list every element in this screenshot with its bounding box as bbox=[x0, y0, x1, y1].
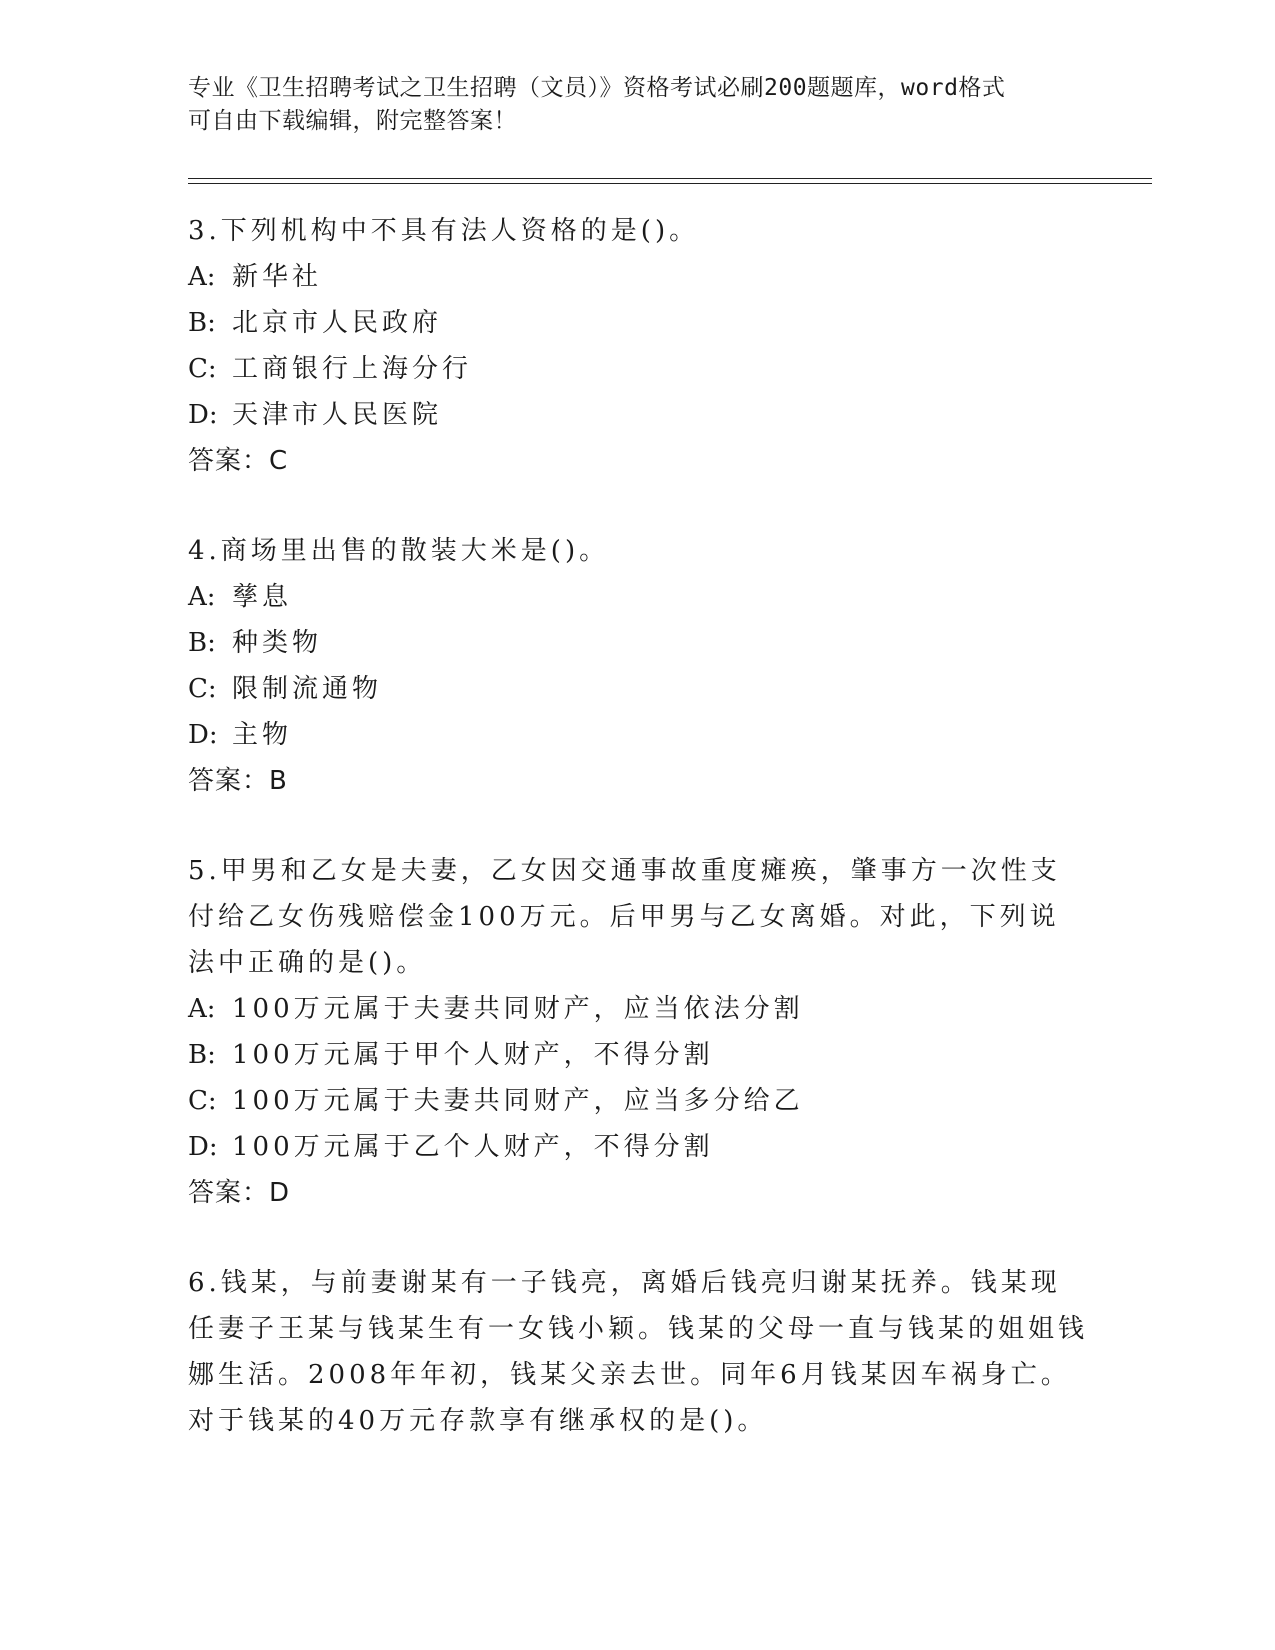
option-b bbox=[188, 620, 1088, 666]
option-text: 限制流通物 bbox=[232, 674, 383, 704]
option-a bbox=[188, 986, 1088, 1032]
option-letter: D: bbox=[188, 400, 218, 430]
option-c bbox=[188, 346, 1088, 392]
header-line-2: 可自由下载编辑，附完整答案！ bbox=[188, 108, 517, 134]
answer-line: 答案：C bbox=[188, 446, 289, 476]
question-3 bbox=[188, 208, 1088, 484]
option-text: 种类物 bbox=[232, 628, 323, 658]
option-a bbox=[188, 254, 1088, 300]
question-text: 5.甲男和乙女是夫妻，乙女因交通事故重度瘫痪，肇事方一次性支付给乙女伤残赔偿金100万元。后甲男与乙女离婚。对此，下列说法中正确的是()。 bbox=[188, 856, 1061, 978]
option-text: 主物 bbox=[232, 720, 293, 750]
option-c bbox=[188, 666, 1088, 712]
option-text: 天津市人民医院 bbox=[232, 400, 443, 430]
option-d bbox=[188, 392, 1088, 438]
option-text: 100万元属于夫妻共同财产，应当多分给乙 bbox=[232, 1086, 804, 1116]
option-letter: B: bbox=[188, 628, 216, 658]
document-header bbox=[188, 72, 1078, 138]
answer-line: 答案：D bbox=[188, 1178, 291, 1208]
option-b bbox=[188, 1032, 1088, 1078]
question-6 bbox=[188, 1260, 1088, 1444]
question-text: 3.下列机构中不具有法人资格的是()。 bbox=[188, 216, 700, 246]
option-d bbox=[188, 1124, 1088, 1170]
option-letter: B: bbox=[188, 1040, 216, 1070]
question-4 bbox=[188, 528, 1088, 804]
option-letter: C: bbox=[188, 1086, 217, 1116]
question-text: 4.商场里出售的散装大米是()。 bbox=[188, 536, 610, 566]
option-c bbox=[188, 1078, 1088, 1124]
option-text: 新华社 bbox=[232, 262, 323, 292]
option-letter: A: bbox=[188, 994, 216, 1024]
option-d bbox=[188, 712, 1088, 758]
option-letter: A: bbox=[188, 262, 216, 292]
header-divider-top bbox=[188, 178, 1152, 179]
answer-line: 答案：B bbox=[188, 766, 288, 796]
option-text: 工商银行上海分行 bbox=[232, 354, 473, 384]
header-divider-bottom bbox=[188, 183, 1152, 184]
option-letter: B: bbox=[188, 308, 216, 338]
option-letter: D: bbox=[188, 1132, 218, 1162]
option-text: 100万元属于夫妻共同财产，应当依法分割 bbox=[232, 994, 804, 1024]
question-5 bbox=[188, 848, 1088, 1216]
option-letter: D: bbox=[188, 720, 218, 750]
option-letter: C: bbox=[188, 674, 217, 704]
option-text: 100万元属于乙个人财产，不得分割 bbox=[232, 1132, 714, 1162]
question-text: 6.钱某，与前妻谢某有一子钱亮，离婚后钱亮归谢某抚养。钱某现任妻子王某与钱某生有一女钱小颖。钱某的父母一直与钱某的姐姐钱娜生活。2008年年初，钱某父亲去世。同年6月钱某因车祸身亡。对于钱某的40万元存款享有继承权的是()。 bbox=[188, 1268, 1089, 1436]
option-letter: C: bbox=[188, 354, 217, 384]
option-text: 北京市人民政府 bbox=[232, 308, 443, 338]
option-a bbox=[188, 574, 1088, 620]
header-line-1: 专业《卫生招聘考试之卫生招聘（文员）》资格考试必刷200题题库，word格式 bbox=[188, 75, 1006, 101]
option-b bbox=[188, 300, 1088, 346]
question-list bbox=[188, 208, 1088, 1488]
option-text: 孳息 bbox=[232, 582, 293, 612]
option-letter: A: bbox=[188, 582, 216, 612]
option-text: 100万元属于甲个人财产，不得分割 bbox=[232, 1040, 714, 1070]
